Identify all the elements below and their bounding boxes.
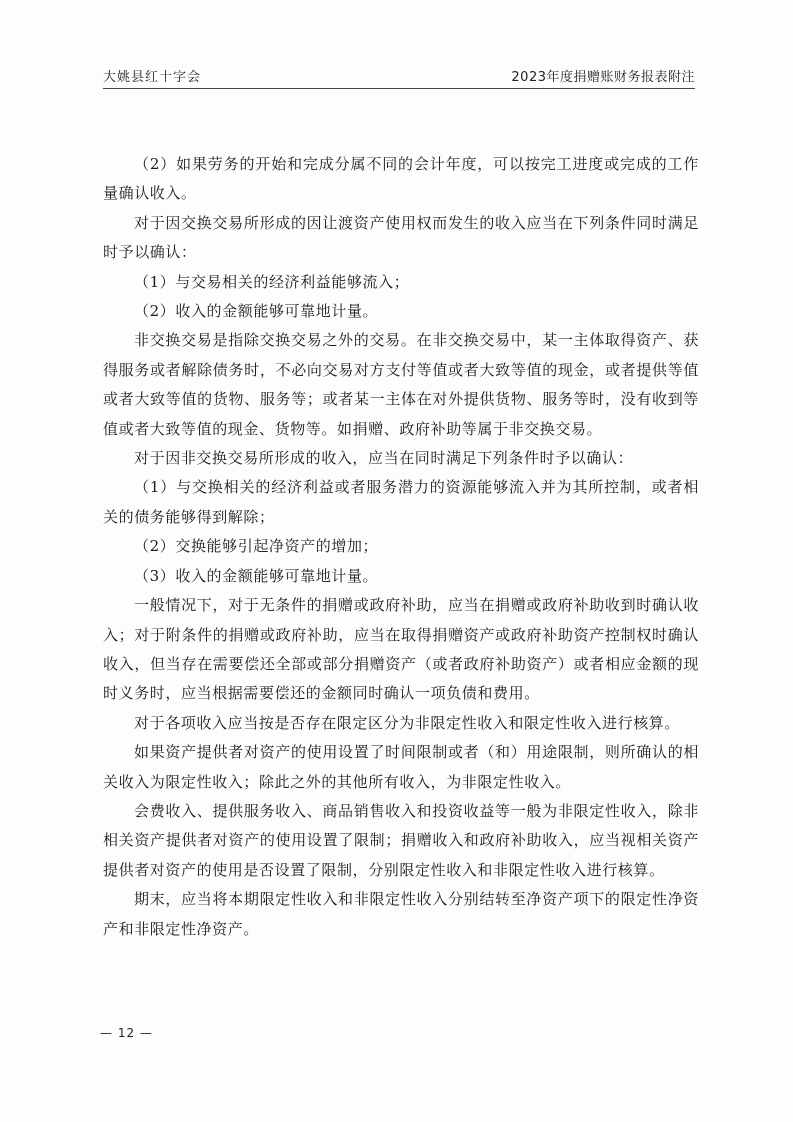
paragraph: 对于因交换交易所形成的因让渡资产使用权而发生的收入应当在下列条件同时满足时予以确认： xyxy=(103,213,699,262)
body-text xyxy=(103,150,699,944)
paragraph: 期末，应当将本期限定性收入和非限定性收入分别结转至净资产项下的限定性净资产和非限定性净资产。 xyxy=(103,890,699,938)
paragraph: （2）如果劳务的开始和完成分属不同的会计年度，可以按完工进度或完成的工作量确认收入。 xyxy=(103,155,699,203)
paragraph: 非交换交易是指除交换交易之外的交易。在非交换交易中，某一主体取得资产、获得服务或者解除债务时，不必向交易对方支付等值或者大致等值的现金，或者提供等值或者大致等值的货物、服务等；或者某一主体在对外提供货物、服务等时，没有收到等值或者大致等值的现金、货物等。如捐赠、政府补助等属于非交换交易。 xyxy=(103,331,699,438)
document-title: 2023年度捐赠账财务报表附注 xyxy=(511,70,695,85)
paragraph: 对于因非交换交易所形成的收入，应当在同时满足下列条件时予以确认： xyxy=(134,449,634,468)
paragraph: （2）交换能够引起净资产的增加； xyxy=(134,537,379,556)
paragraph: （2）收入的金额能够可靠地计量。 xyxy=(134,302,379,321)
header-divider xyxy=(103,88,695,89)
paragraph: 对于各项收入应当按是否存在限定区分为非限定性收入和限定性收入进行核算。 xyxy=(134,713,681,732)
page-number: — 12 — xyxy=(100,1026,153,1040)
paragraph: （1）与交易相关的经济利益能够流入； xyxy=(134,272,410,291)
paragraph: 如果资产提供者对资产的使用设置了时间限制或者（和）用途限制，则所确认的相关收入为限定性收入；除此之外的其他所有收入，为非限定性收入。 xyxy=(103,743,699,791)
paragraph: （3）收入的金额能够可靠地计量。 xyxy=(134,566,379,585)
paragraph: 一般情况下，对于无条件的捐赠或政府补助，应当在捐赠或政府补助收到时确认收入；对于附条件的捐赠或政府补助，应当在取得捐赠资产或政府补助资产控制权时确认收入，但当存在需要偿还全部或部分捐赠资产（或者政府补助资产）或者相应金额的现时义务时，应当根据需要偿还的金额同时确认一项负债和费用。 xyxy=(103,596,699,703)
organization-name: 大姚县红十字会 xyxy=(103,70,202,85)
paragraph: 会费收入、提供服务收入、商品销售收入和投资收益等一般为非限定性收入，除非相关资产提供者对资产的使用设置了限制；捐赠收入和政府补助收入，应当视相关资产提供者对资产的使用是否设置了限制，分别限定性收入和非限定性收入进行核算。 xyxy=(103,801,699,879)
paragraph: （1）与交换相关的经济利益或者服务潜力的资源能够流入并为其所控制，或者相关的债务能够得到解除； xyxy=(103,478,699,526)
page-header xyxy=(103,66,695,86)
